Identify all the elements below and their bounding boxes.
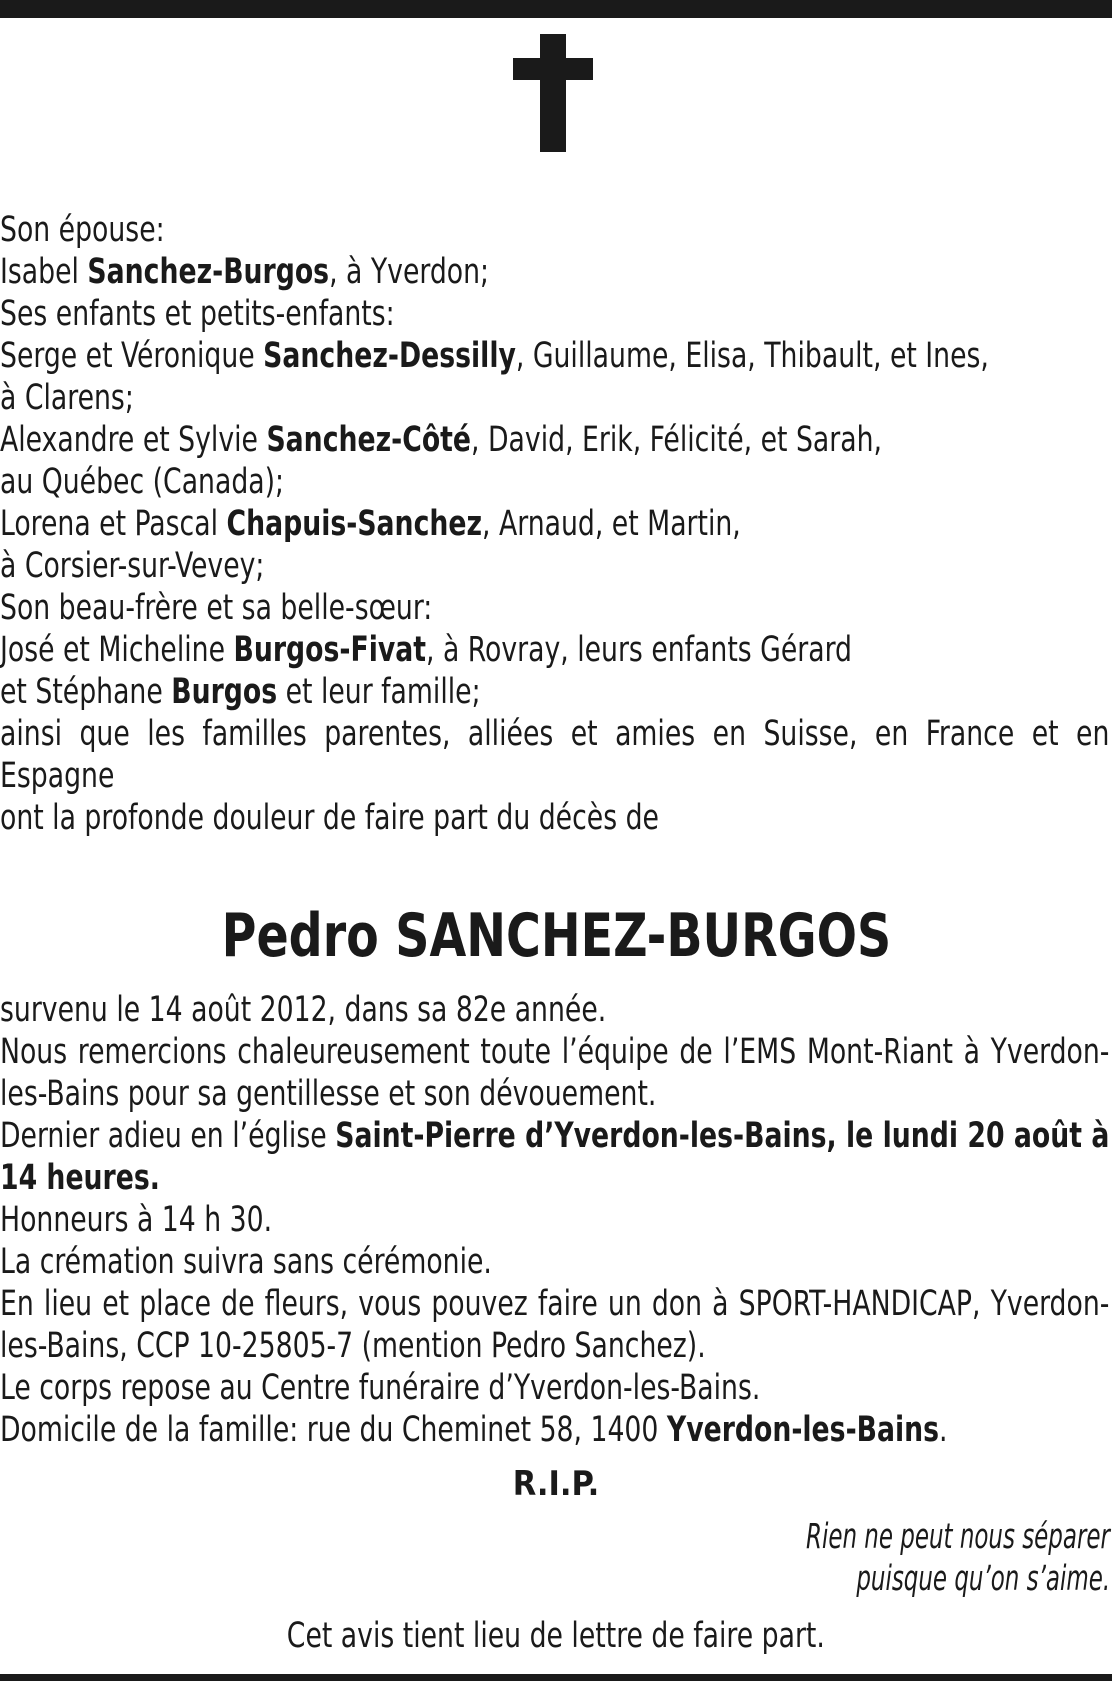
quote-line-1: Rien ne peut nous séparer [806, 1517, 1110, 1557]
bottom-border-rule [0, 1674, 1112, 1681]
family-list [0, 209, 1109, 839]
deceased-name: Pedro SANCHEZ-BURGOS [221, 901, 891, 971]
inlaws-line2-surname: Burgos [171, 672, 278, 712]
relatives-line: ainsi que les familles parentes, alliées et amies en Suisse, en France et en Espagne [0, 714, 1110, 796]
child1-line: Serge et Véronique Sanchez-Dessilly, Guillaume, Elisa, Thibault, et Ines, [0, 336, 989, 376]
donation-paragraph: En lieu et place de fleurs, vous pouvez faire un don à SPORT-HANDICAP, Yverdon-les-Bains, CCP 10-25805-7 (mention Pedro Sanchez). [0, 1284, 1110, 1366]
inlaws-surname: Burgos-Fivat [233, 630, 427, 670]
closing-line: Cet avis tient lieu de lettre de faire part. [286, 1616, 826, 1656]
cremation-line: La crémation suivra sans cérémonie. [0, 1242, 492, 1282]
farewell-location: Saint-Pierre d’Yverdon-les-Bains, le lundi 20 août à 14 heures. [0, 1116, 1110, 1198]
farewell-paragraph: Dernier adieu en l’église Saint-Pierre d’Yverdon-les-Bains, le lundi 20 août à 14 heures. [0, 1116, 1110, 1198]
child2-surname: Sanchez-Côté [266, 420, 472, 460]
child3-surname: Chapuis-Sanchez [226, 504, 483, 544]
children-heading: Ses enfants et petits-enfants: [0, 294, 395, 334]
body-line: Le corps repose au Centre funéraire d’Yverdon-les-Bains. [0, 1368, 761, 1408]
rip-label: R.I.P. [512, 1464, 600, 1504]
child2-place: au Québec (Canada); [0, 462, 285, 502]
cross-vertical-bar [540, 34, 566, 152]
quote-text [757, 1516, 1110, 1600]
child3-place: à Corsier-sur-Vevey; [0, 546, 265, 586]
honours-line: Honneurs à 14 h 30. [0, 1200, 273, 1240]
domicile-line: Domicile de la famille: rue du Cheminet 58, 1400 Yverdon-les-Bains. [0, 1410, 948, 1450]
inlaws-line-2: et Stéphane Burgos et leur famille; [0, 672, 481, 712]
cross-horizontal-bar [513, 58, 593, 80]
child3-line: Lorena et Pascal Chapuis-Sanchez, Arnaud, et Martin, [0, 504, 741, 544]
inlaws-line: José et Micheline Burgos-Fivat, à Rovray, leurs enfants Gérard [0, 630, 853, 670]
top-border-rule [0, 0, 1112, 18]
quote-line-2: puisque qu’on s’aime. [856, 1559, 1110, 1599]
spouse-line: Isabel Sanchez-Burgos, à Yverdon; [0, 252, 490, 292]
child2-line: Alexandre et Sylvie Sanchez-Côté, David, Erik, Félicité, et Sarah, [0, 420, 883, 460]
cross-icon [513, 34, 593, 152]
announcement-line: ont la profonde douleur de faire part du décès de [0, 798, 659, 838]
child1-surname: Sanchez-Dessilly [263, 336, 516, 376]
thanks-paragraph: Nous remercions chaleureusement toute l’équipe de l’EMS Mont-Riant à Yverdon-les-Bains pour sa gentillesse et son dévouement. [0, 1032, 1110, 1114]
domicile-city: Yverdon-les-Bains [666, 1410, 940, 1450]
spouse-heading: Son épouse: [0, 210, 165, 250]
quote-block [699, 1516, 1110, 1600]
child1-place: à Clarens; [0, 378, 134, 418]
spouse-surname: Sanchez-Burgos [87, 252, 330, 292]
details-block [0, 989, 1109, 1451]
inlaws-heading: Son beau-frère et sa belle-sœur: [0, 588, 433, 628]
death-line: survenu le 14 août 2012, dans sa 82e année. [0, 990, 607, 1030]
